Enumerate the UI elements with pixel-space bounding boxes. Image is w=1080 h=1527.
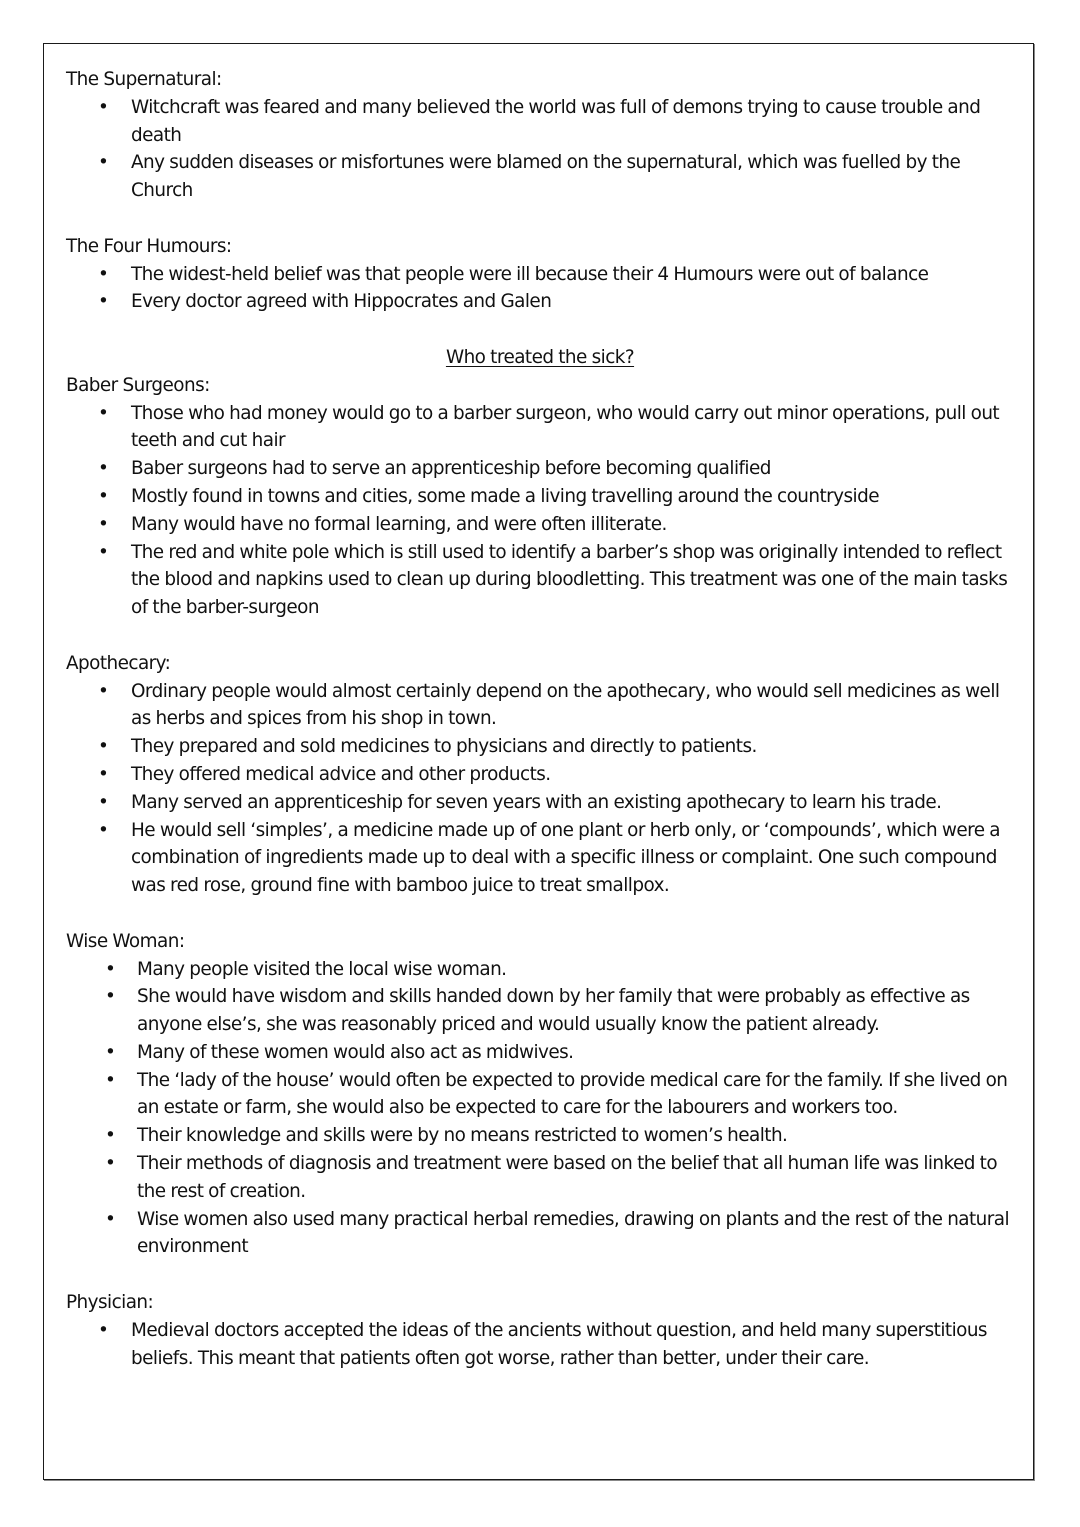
list-item	[66, 1067, 1018, 1123]
list-item	[66, 1317, 1018, 1373]
list-item-text: The widest-held belief was that people were ill because their 4 Humours were out of balance	[131, 263, 929, 285]
list-item-text: The red and white pole which is still used to identify a barber’s shop was originally intended to reflect the blood and napkins used to clean up during bloodletting. This treatment was one of the main tasks of the barber-surgeon	[131, 541, 1008, 619]
list-item-text: Many would have no formal learning, and were often illiterate.	[131, 513, 667, 535]
list-item	[66, 956, 1018, 984]
list-item	[66, 733, 1018, 761]
bullet-icon: •	[98, 513, 109, 535]
list-item-text: Those who had money would go to a barber surgeon, who would carry out minor operations, pull out teeth and cut hair	[131, 402, 1000, 452]
bullet-list	[66, 94, 1018, 205]
section-label: Wise Woman:	[66, 930, 185, 952]
bullet-icon: •	[98, 402, 109, 424]
list-item-text: Many of these women would also act as midwives.	[137, 1041, 574, 1063]
section-physician	[66, 1289, 1018, 1372]
list-item	[66, 288, 1018, 316]
list-item-text: Their methods of diagnosis and treatment were based on the belief that all human life was linked to the rest of creation.	[137, 1153, 998, 1202]
list-item	[66, 1039, 1018, 1067]
bullet-icon: •	[98, 1319, 109, 1341]
section-supernatural	[66, 66, 1018, 205]
list-item	[66, 511, 1018, 539]
bullet-icon: •	[98, 791, 109, 813]
list-item	[66, 1150, 1018, 1206]
section-four-humours	[66, 233, 1018, 316]
bullet-icon: •	[98, 96, 109, 118]
section-label: Apothecary:	[66, 652, 171, 674]
list-item	[66, 1206, 1018, 1262]
bullet-icon: •	[105, 986, 116, 1008]
list-item	[66, 789, 1018, 817]
spacer	[66, 316, 1018, 344]
bullet-list	[66, 956, 1018, 1262]
bullet-icon: •	[98, 263, 109, 285]
list-item	[66, 149, 1018, 205]
section-barber-surgeons	[66, 372, 1018, 622]
section-apothecary	[66, 650, 1018, 900]
section-label: The Four Humours:	[66, 235, 232, 257]
list-item	[66, 761, 1018, 789]
list-item-text: Medieval doctors accepted the ideas of the ancients without question, and held many superstitious beliefs. This meant that patients often got worse, rather than better, under their care.	[131, 1319, 987, 1369]
list-item-text: The ‘lady of the house’ would often be expected to provide medical care for the family. If she lived on an estate or farm, she would also be expected to care for the labourers and workers too.	[137, 1069, 1008, 1119]
page-heading: Who treated the sick?	[445, 346, 635, 368]
list-item	[66, 94, 1018, 150]
list-item	[66, 983, 1018, 1039]
bullet-icon: •	[98, 819, 109, 841]
bullet-icon: •	[98, 152, 109, 174]
bullet-icon: •	[105, 1125, 116, 1147]
spacer	[66, 622, 1018, 650]
bullet-icon: •	[98, 680, 109, 702]
list-item-text: Many served an apprenticeship for seven years with an existing apothecary to learn his trade.	[131, 791, 942, 813]
list-item-text: Their knowledge and skills were by no means restricted to women’s health.	[137, 1125, 788, 1147]
list-item-text: Witchcraft was feared and many believed the world was full of demons trying to cause trouble and death	[131, 96, 981, 146]
bullet-icon: •	[98, 736, 109, 758]
document-body	[66, 66, 1018, 1372]
bullet-icon: •	[105, 1069, 116, 1091]
list-item	[66, 261, 1018, 289]
list-item-text: Every doctor agreed with Hippocrates and Galen	[131, 291, 552, 313]
section-wise-woman	[66, 928, 1018, 1262]
list-item-text: He would sell ‘simples’, a medicine made up of one plant or herb only, or ‘compounds’, which were a combination of ingredients made up to deal with a specific illness or complaint. One such compound was red rose, ground fine with bamboo juice to treat smallpox.	[131, 819, 1000, 897]
section-label: Physician:	[66, 1292, 154, 1314]
bullet-icon: •	[98, 763, 109, 785]
list-item	[66, 483, 1018, 511]
bullet-list	[66, 400, 1018, 622]
bullet-icon: •	[98, 458, 109, 480]
bullet-icon: •	[105, 958, 116, 980]
spacer	[66, 900, 1018, 928]
list-item-text: Many people visited the local wise woman.	[137, 958, 507, 980]
list-item-text: They offered medical advice and other products.	[131, 763, 551, 785]
section-label: Baber Surgeons:	[66, 374, 210, 396]
bullet-icon: •	[98, 485, 109, 507]
list-item	[66, 817, 1018, 900]
list-item	[66, 400, 1018, 456]
list-item-text: Mostly found in towns and cities, some made a living travelling around the countryside	[131, 485, 879, 507]
list-item-text: Baber surgeons had to serve an apprenticeship before becoming qualified	[131, 458, 771, 480]
list-item	[66, 455, 1018, 483]
bullet-list	[66, 261, 1018, 317]
bullet-list	[66, 678, 1018, 900]
list-item	[66, 678, 1018, 734]
heading-row	[66, 344, 1018, 372]
section-label: The Supernatural:	[66, 69, 222, 90]
bullet-icon: •	[105, 1153, 116, 1175]
list-item	[66, 539, 1018, 622]
bullet-icon: •	[98, 541, 109, 563]
list-item-text: They prepared and sold medicines to physicians and directly to patients.	[131, 736, 757, 758]
bullet-icon: •	[105, 1041, 116, 1063]
bullet-icon: •	[105, 1208, 116, 1230]
list-item-text: Any sudden diseases or misfortunes were blamed on the supernatural, which was fuelled by the Church	[131, 152, 961, 202]
list-item	[66, 1122, 1018, 1150]
spacer	[66, 1261, 1018, 1289]
spacer	[66, 205, 1018, 233]
bullet-icon: •	[98, 291, 109, 313]
list-item-text: She would have wisdom and skills handed down by her family that were probably as effective as anyone else’s, she was reasonably priced and would usually know the patient already.	[137, 986, 970, 1036]
list-item-text: Ordinary people would almost certainly depend on the apothecary, who would sell medicines as well as herbs and spices from his shop in town.	[131, 680, 1000, 730]
bullet-list	[66, 1317, 1018, 1373]
list-item-text: Wise women also used many practical herbal remedies, drawing on plants and the rest of the natural environment	[137, 1208, 1010, 1258]
